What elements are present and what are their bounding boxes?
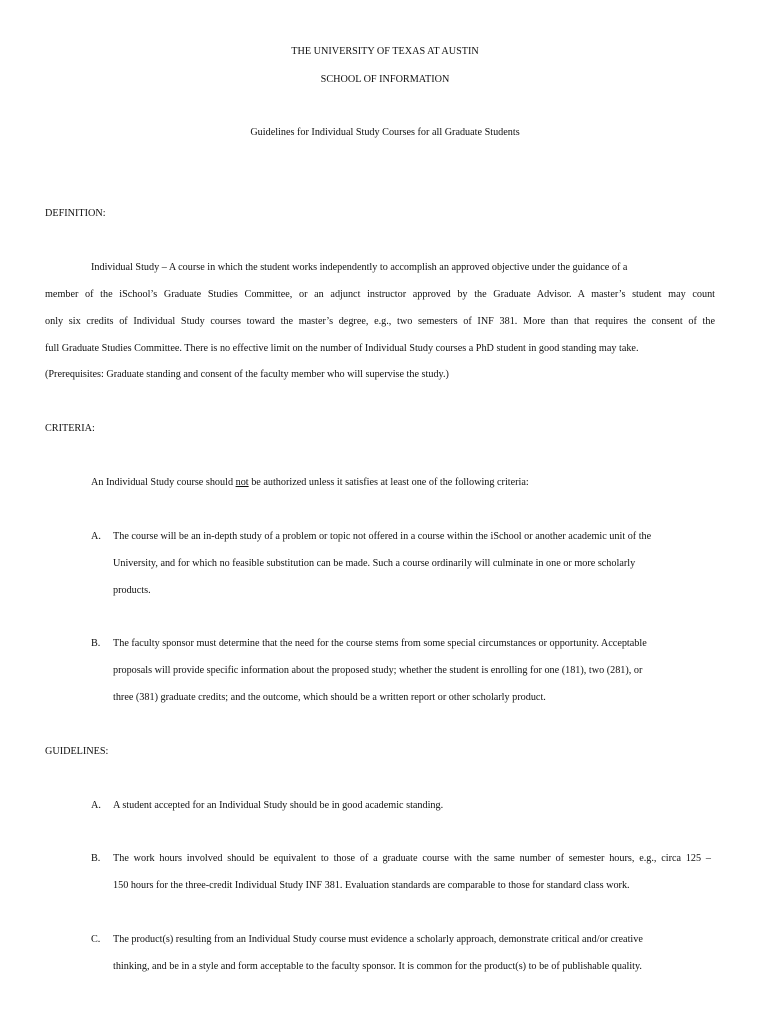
definition-line: Individual Study – A course in which the student works independently to accomplish an approved objective under the guidance of a: [91, 262, 628, 273]
criteria-item-line: The faculty sponsor must determine that the need for the course stems from some special circumstances or opportunity. Acceptable: [113, 638, 647, 649]
guidelines-heading: GUIDELINES:: [45, 746, 109, 757]
criteria-item-line: three (381) graduate credits; and the outcome, which should be a written report or other scholarly product.: [113, 692, 546, 703]
guideline-item-line: A student accepted for an Individual Study should be in good academic standing.: [113, 800, 444, 811]
school-name: SCHOOL OF INFORMATION: [320, 74, 450, 85]
guideline-item-line: The work hours involved should be equivalent to those of a graduate course with the same number of semester hours, e.g., circa 125 –: [113, 853, 711, 864]
criteria-item-line: The course will be an in-depth study of a problem or topic not offered in a course within the iSchool or another academic unit of the: [113, 531, 652, 542]
guideline-item-line: 150 hours for the three-credit Individual Study INF 381. Evaluation standards are comparable to those for standard class work.: [113, 880, 630, 891]
guideline-item-label: A.: [91, 800, 101, 811]
criteria-item-line: products.: [113, 585, 151, 596]
definition-line: full Graduate Studies Committee. There is no effective limit on the number of Individual Study courses a PhD student in good standing may take.: [45, 343, 639, 354]
guideline-item-line: The product(s) resulting from an Individual Study course must evidence a scholarly approach, demonstrate critical and/or creative: [113, 934, 643, 945]
guideline-item-label: B.: [91, 853, 101, 864]
definition-line: member of the iSchool’s Graduate Studies Committee, or an adjunct instructor approved by the Graduate Advisor. A master’s student may count: [45, 289, 715, 300]
definition-line: (Prerequisites: Graduate standing and consent of the faculty member who will supervise the study.): [45, 369, 449, 380]
criteria-item-label: B.: [91, 638, 101, 649]
guideline-item-label: C.: [91, 934, 101, 945]
criteria-item-line: University, and for which no feasible substitution can be made. Such a course ordinarily will culminate in one or more scholarly: [113, 558, 636, 569]
university-name: THE UNIVERSITY OF TEXAS AT AUSTIN: [291, 46, 479, 57]
criteria-item-line: proposals will provide specific information about the proposed study; whether the student is enrolling for one (181), two (281), or: [113, 665, 643, 676]
definition-line: only six credits of Individual Study courses toward the master’s degree, e.g., two semesters of INF 381. More than that requires the consent of the: [45, 316, 715, 327]
definition-heading: DEFINITION:: [45, 208, 106, 219]
document-title: Guidelines for Individual Study Courses for all Graduate Students: [250, 127, 520, 138]
criteria-intro: An Individual Study course should not be authorized unless it satisfies at least one of the following criteria:: [91, 477, 529, 488]
emphasis-not: not: [235, 477, 249, 488]
criteria-item-label: A.: [91, 531, 101, 542]
criteria-heading: CRITERIA:: [45, 423, 95, 434]
guideline-item-line: thinking, and be in a style and form acceptable to the faculty sponsor. It is common for the product(s) to be of publishable quality.: [113, 961, 642, 972]
